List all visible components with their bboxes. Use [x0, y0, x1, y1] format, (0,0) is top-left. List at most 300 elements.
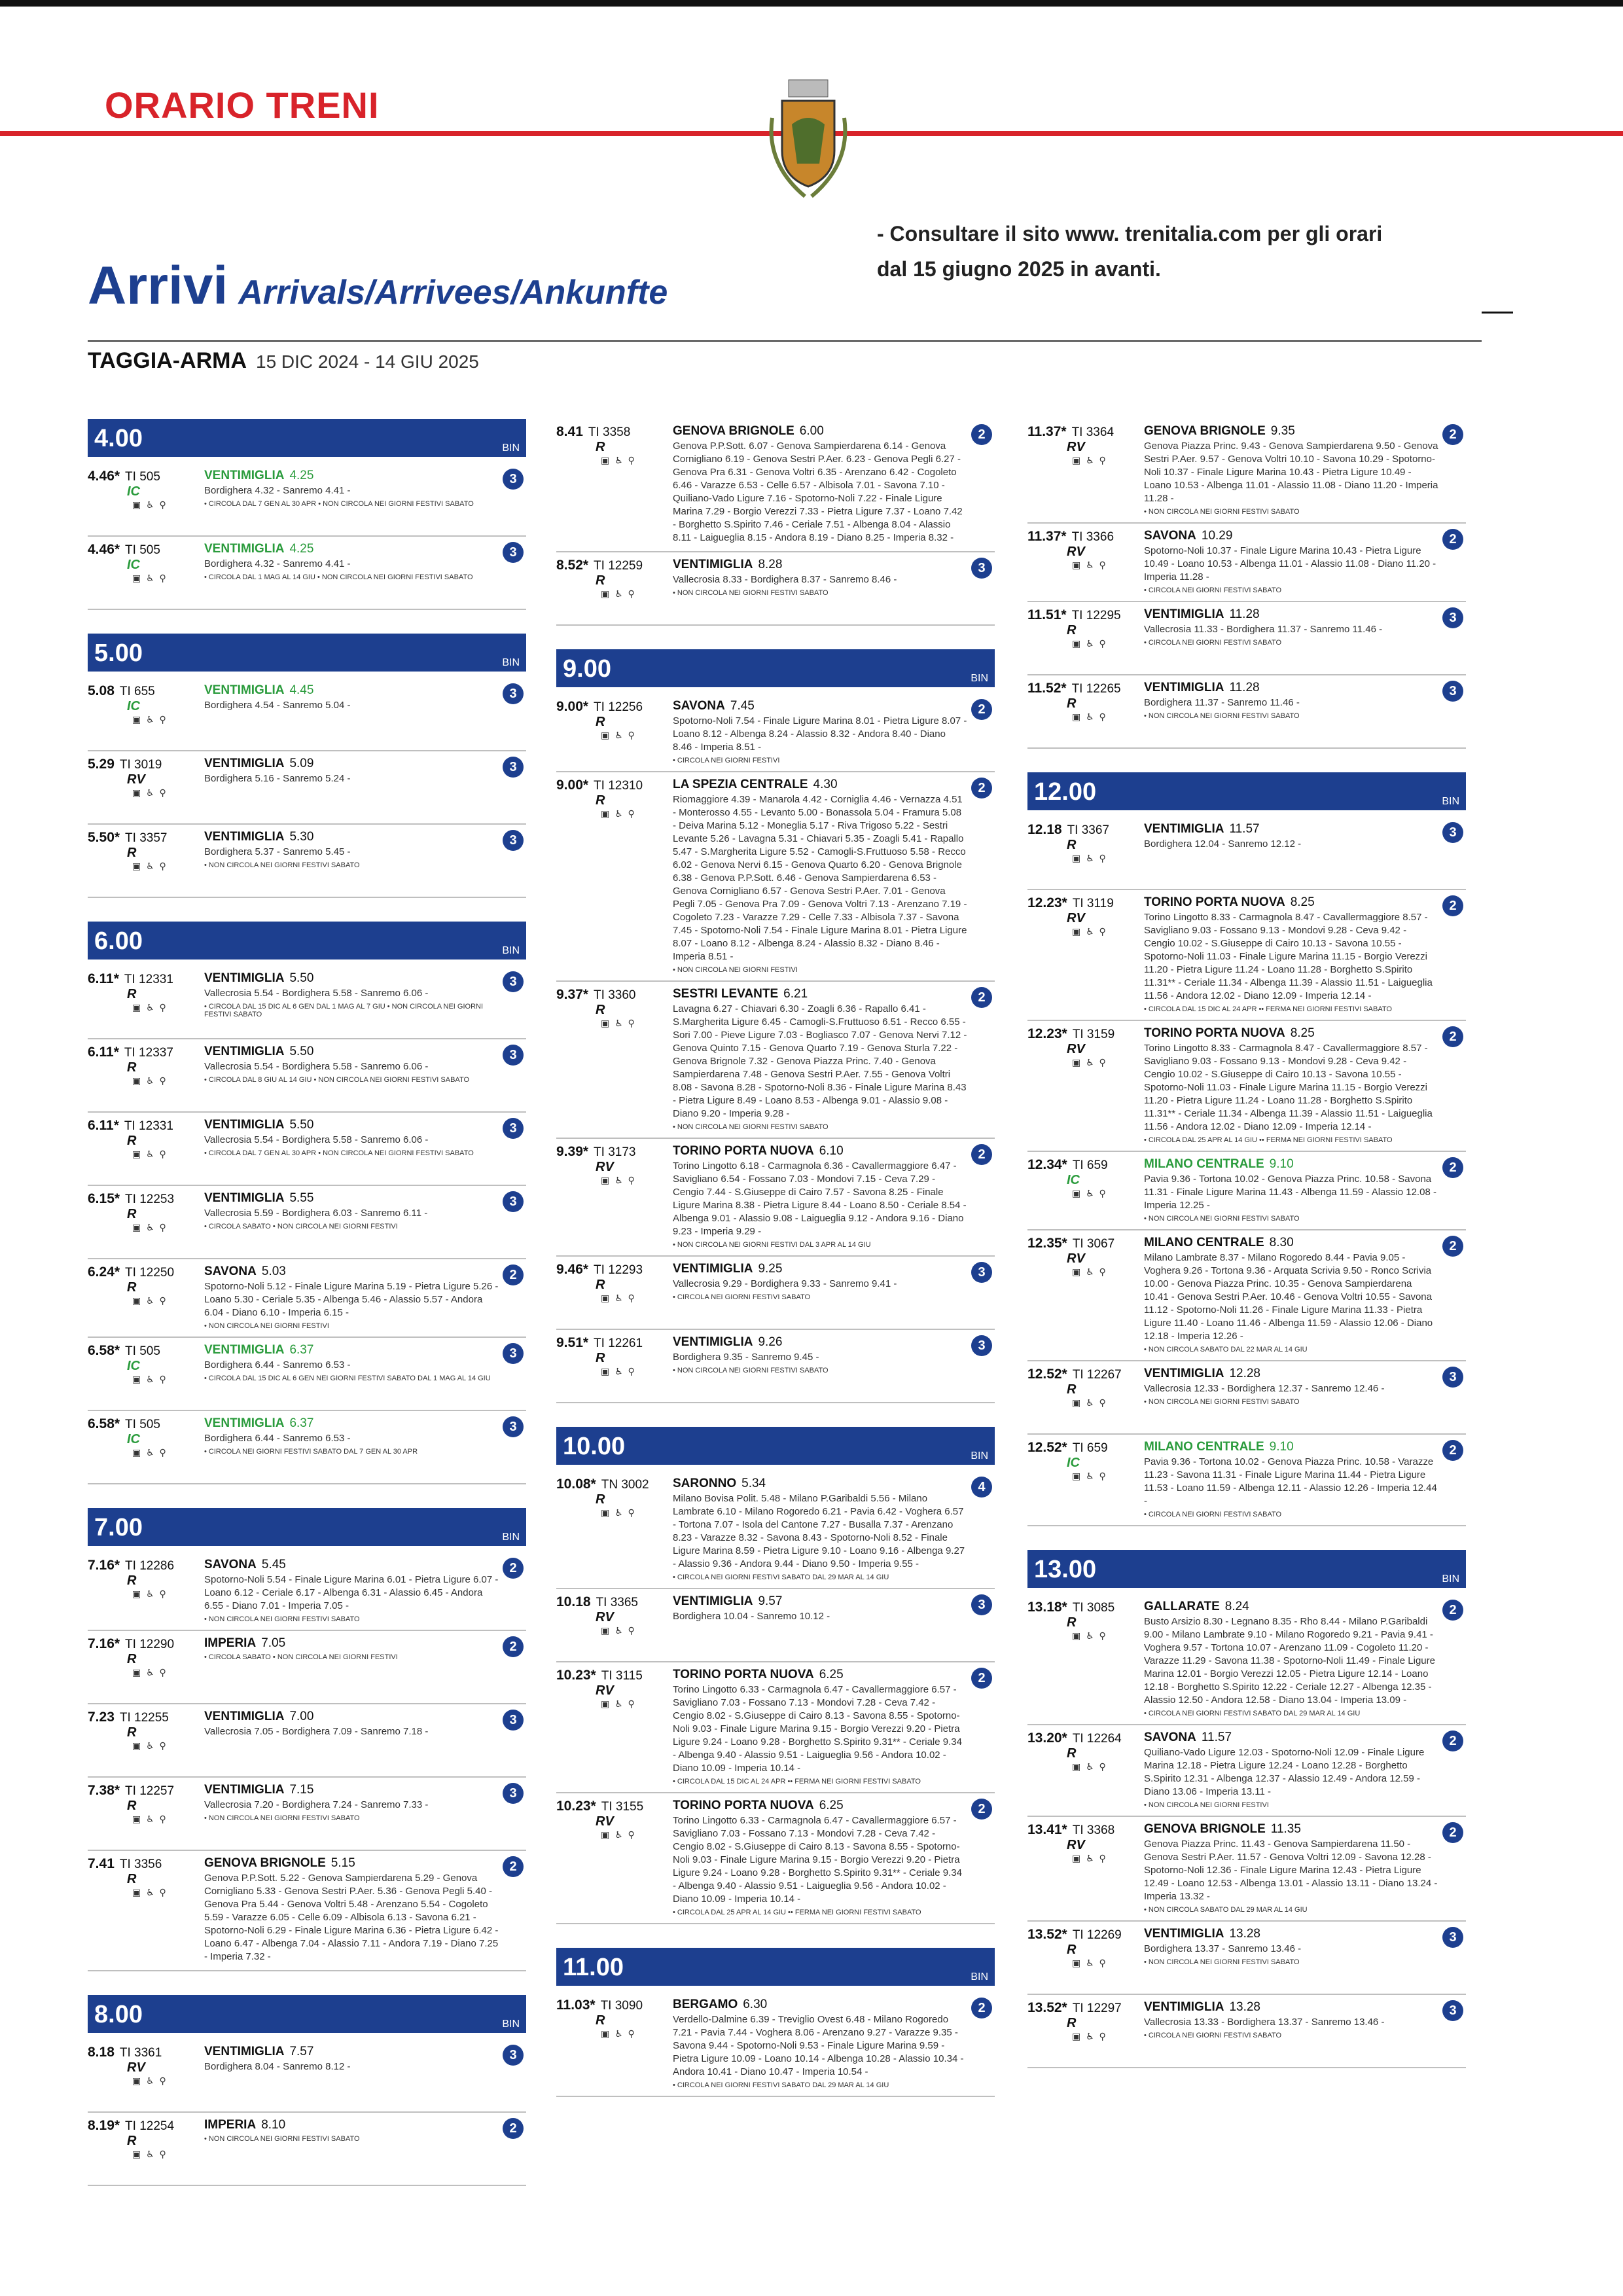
train-row [556, 1257, 995, 1330]
platform-badge: 2 [503, 1856, 524, 1877]
origin-line [1144, 424, 1438, 439]
arrival-time: 9.00* [556, 778, 589, 793]
platform-cell [503, 683, 526, 744]
train-info [673, 558, 971, 618]
train-info [1144, 424, 1442, 516]
train-row [1027, 1922, 1466, 1995]
origin-line [673, 1477, 967, 1491]
origin-time: 9.10 [1269, 1440, 1294, 1454]
intermediate-stops: Bordighera 8.04 - Sanremo 8.12 - [204, 2061, 351, 2072]
service-notes: • CIRCOLA NEI GIORNI FESTIVI SABATO [1144, 1511, 1282, 1518]
train-left [88, 1710, 204, 1770]
train-row [1027, 1817, 1466, 1922]
platform-cell [503, 1783, 526, 1843]
platform-cell [971, 424, 995, 545]
hour-section [88, 922, 526, 1484]
origin-line [673, 699, 967, 713]
service-icons: ▣ ♿ ⚲ [132, 1374, 168, 1384]
origin-station: VENTIMIGLIA [204, 469, 285, 482]
platform-badge: 3 [1442, 1367, 1463, 1388]
platform-badge: 3 [971, 558, 992, 579]
arrival-time: 9.37* [556, 987, 589, 1002]
train-left [556, 1668, 673, 1785]
board-title [88, 255, 668, 317]
train-number: TI 3358 [588, 425, 631, 439]
origin-line [204, 542, 499, 556]
hour-bar [1027, 772, 1466, 810]
arrival-time-line [1027, 822, 1144, 838]
train-left [556, 424, 673, 545]
train-info [1144, 681, 1442, 741]
train-number: TI 3119 [1072, 897, 1114, 910]
train-row [1027, 1725, 1466, 1817]
hour-bar [556, 649, 995, 687]
platform-cell [503, 1558, 526, 1623]
arrival-time-line [88, 469, 204, 484]
train-left [1027, 681, 1144, 741]
train-left [556, 699, 673, 764]
origin-station: SARONNO [673, 1477, 737, 1490]
platform-cell [1442, 681, 1466, 741]
train-row [556, 1589, 995, 1662]
train-info [204, 1710, 503, 1770]
train-info [204, 1343, 503, 1403]
platform-cell [971, 1998, 995, 2089]
train-row [88, 2113, 526, 2186]
train-info [1144, 1440, 1442, 1518]
origin-line [204, 2045, 499, 2059]
arrival-time: 4.46* [88, 542, 120, 557]
arrival-time: 6.15* [88, 1191, 120, 1206]
train-left [1027, 424, 1144, 516]
platform-badge: 3 [503, 1343, 524, 1364]
origin-line [204, 1710, 499, 1724]
train-info [1144, 1822, 1442, 1914]
origin-time: 9.35 [1270, 424, 1295, 438]
arrival-time-line [1027, 1157, 1144, 1173]
platform-cell [971, 1335, 995, 1395]
train-category: IC [127, 699, 140, 713]
train-row [1027, 1995, 1466, 2068]
train-category: IC [127, 1432, 140, 1446]
train-row [556, 694, 995, 772]
platform-cell [503, 2045, 526, 2105]
top-border [0, 0, 1623, 7]
train-info [673, 1477, 971, 1581]
train-row [1027, 1230, 1466, 1361]
platform-badge: 2 [971, 1668, 992, 1689]
origin-time: 11.35 [1270, 1822, 1301, 1836]
service-notes: • CIRCOLA DAL 15 DIC AL 6 GEN DAL 1 MAG AL 7 GIU • NON CIRCOLA NEI GIORNI FESTIVI SABATO [204, 1003, 484, 1018]
origin-line [204, 1191, 499, 1206]
origin-station: MILANO CENTRALE [1144, 1440, 1264, 1454]
train-category: R [1067, 1943, 1077, 1957]
origin-station: VENTIMIGLIA [1144, 681, 1224, 694]
platform-cell [1442, 822, 1466, 882]
intermediate-stops: Milano Bovisa Polit. 5.48 - Milano P.Garibaldi 5.56 - Milano Lambrate 6.10 - Milano Rogoredo 6.21 - Pavia 6.42 - Voghera 6.57 - Tortona 7.07 - Isola del Cantone 7.27 - Busalla 7.37 - Arenzano 8.23 - Varazze 8.32 - Savona 8.43 - Spotorno-Noli 8.52 - Finale Ligure Marina 8.59 - Pietra Ligure 9.10 - Loano 9.16 - Albenga 9.27 - Alassio 9.36 - Andora 9.44 - Diano 9.50 - Imperia 9.55 - [673, 1493, 965, 1570]
arrival-time-line [556, 1594, 673, 1610]
station-name: TAGGIA-ARMA [88, 348, 247, 373]
train-info [204, 2118, 503, 2178]
arrival-time: 9.39* [556, 1144, 589, 1159]
bin-label: BIN [1442, 796, 1459, 807]
hour-label: 13.00 [1034, 1556, 1097, 1583]
train-info [1144, 607, 1442, 668]
train-category: R [127, 1872, 137, 1886]
origin-time: 12.28 [1229, 1367, 1260, 1380]
service-icons: ▣ ♿ ⚲ [132, 787, 168, 798]
service-notes: • NON CIRCOLA NEI GIORNI FESTIVI SABATO [204, 861, 360, 869]
platform-cell [971, 778, 995, 974]
service-icons: ▣ ♿ ⚲ [601, 808, 636, 819]
hour-section [1027, 419, 1466, 749]
origin-line [1144, 1600, 1438, 1614]
origin-time: 7.15 [289, 1783, 314, 1797]
train-left [1027, 822, 1144, 882]
arrival-time-line [88, 2118, 204, 2134]
service-icons: ▣ ♿ ⚲ [1072, 2031, 1107, 2041]
train-row [88, 1039, 526, 1113]
origin-line [673, 1262, 967, 1276]
train-left [1027, 895, 1144, 1013]
service-notes: • CIRCOLA DAL 1 MAG AL 14 GIU • NON CIRCOLA NEI GIORNI FESTIVI SABATO [204, 573, 473, 581]
arrival-time-line [88, 757, 204, 772]
service-icons: ▣ ♿ ⚲ [601, 1507, 636, 1518]
train-info [673, 699, 971, 764]
train-row [88, 1552, 526, 1631]
platform-badge: 2 [503, 1265, 524, 1285]
train-category: R [127, 1573, 137, 1588]
train-left [556, 558, 673, 618]
origin-station: GALLARATE [1144, 1600, 1220, 1613]
train-number: TI 659 [1072, 1158, 1108, 1172]
service-icons: ▣ ♿ ⚲ [132, 1002, 168, 1013]
train-info [1144, 1927, 1442, 1987]
origin-time: 10.29 [1201, 529, 1233, 543]
train-left [556, 1998, 673, 2089]
train-category: R [596, 1492, 605, 1507]
train-row [556, 552, 995, 626]
train-category: R [596, 793, 605, 808]
train-info [204, 1636, 503, 1696]
origin-line [1144, 1026, 1438, 1041]
platform-badge: 3 [503, 830, 524, 851]
origin-time: 7.00 [289, 1710, 314, 1723]
platform-cell [971, 1262, 995, 1322]
bin-label: BIN [502, 442, 520, 454]
origin-station: GENOVA BRIGNOLE [1144, 424, 1266, 438]
intermediate-stops: Bordighera 4.32 - Sanremo 4.41 - [204, 558, 351, 569]
train-category: R [596, 2013, 605, 2028]
arrival-time-line [556, 1668, 673, 1683]
platform-badge: 2 [971, 1799, 992, 1820]
origin-station: VENTIMIGLIA [204, 757, 285, 770]
train-left [88, 1783, 204, 1843]
origin-station: TORINO PORTA NUOVA [1144, 895, 1285, 909]
hour-bar [88, 1508, 526, 1546]
service-icons: ▣ ♿ ⚲ [1072, 1188, 1107, 1198]
train-info [1144, 1026, 1442, 1144]
train-category: RV [1067, 1251, 1085, 1266]
service-notes: • CIRCOLA DAL 15 DIC AL 6 GEN NEI GIORNI FESTIVI SABATO DAL 1 MAG AL 14 GIU [204, 1374, 491, 1382]
arrival-time-line [1027, 1440, 1144, 1456]
train-row [556, 1662, 995, 1793]
train-number: TI 505 [125, 1418, 160, 1431]
service-notes: • CIRCOLA NEI GIORNI FESTIVI [673, 757, 780, 764]
train-category: R [596, 1278, 605, 1292]
arrival-time: 5.29 [88, 757, 115, 772]
train-row [1027, 1021, 1466, 1152]
brand-title: ORARIO TRENI [105, 84, 380, 126]
origin-station: SAVONA [204, 1265, 257, 1278]
train-info [204, 2045, 503, 2105]
train-left [88, 2118, 204, 2178]
train-number: TI 12337 [124, 1046, 173, 1060]
service-icons: ▣ ♿ ⚲ [132, 1222, 168, 1232]
service-notes: • CIRCOLA NEI GIORNI FESTIVI SABATO [1144, 2032, 1282, 2039]
train-info [673, 778, 971, 974]
platform-badge: 2 [503, 1636, 524, 1657]
origin-line [204, 757, 499, 771]
train-left [556, 1477, 673, 1581]
service-notes: • NON CIRCOLA NEI GIORNI FESTIVI SABATO [1144, 1958, 1300, 1966]
train-info [673, 987, 971, 1131]
platform-badge: 2 [1442, 1822, 1463, 1843]
arrival-time: 8.18 [88, 2045, 115, 2060]
arrival-time-line [88, 830, 204, 846]
train-left [88, 1416, 204, 1477]
service-notes: • CIRCOLA NEI GIORNI FESTIVI SABATO DAL 29 MAR AL 14 GIU [673, 1573, 889, 1581]
arrival-time-line [88, 1343, 204, 1359]
service-notes: • CIRCOLA NEI GIORNI FESTIVI SABATO [673, 1293, 811, 1301]
arrival-time: 11.37* [1027, 529, 1067, 544]
platform-badge: 3 [1442, 822, 1463, 843]
train-category: R [1067, 1746, 1077, 1761]
train-row [88, 1631, 526, 1704]
origin-time: 6.25 [819, 1799, 844, 1812]
train-left [556, 1594, 673, 1655]
origin-time: 5.09 [289, 757, 314, 770]
arrival-time-line [1027, 1236, 1144, 1251]
intermediate-stops: Torino Lingotto 6.33 - Carmagnola 6.47 - Cavallermaggiore 6.57 - Savigliano 7.03 - Fossano 7.13 - Mondovi 7.28 - Ceva 7.42 - Cengio 8.02 - S.Giuseppe di Cairo 8.13 - Savona 8.55 - Spotorno-Noli 9.03 - Finale Ligure Marina 9.15 - Borgio Verezzi 9.20 - Pietra Ligure 9.24 - Loano 9.28 - Borghetto S.Spirito 9.31** - Ceriale 9.34 - Albenga 9.40 - Alassio 9.51 - Laigueglia 9.56 - Andora 10.02 - Diano 10.09 - Imperia 10.14 - [673, 1684, 962, 1774]
train-category: R [127, 1799, 137, 1813]
arrival-time-line [88, 1636, 204, 1652]
origin-line [204, 1343, 499, 1357]
platform-badge: 2 [971, 987, 992, 1008]
arrival-time: 13.18* [1027, 1600, 1067, 1615]
origin-station: SAVONA [204, 1558, 257, 1571]
train-category: R [1067, 1382, 1077, 1397]
service-icons: ▣ ♿ ⚲ [132, 1667, 168, 1677]
service-notes: • CIRCOLA NEI GIORNI FESTIVI SABATO DAL 29 MAR AL 14 GIU [673, 2081, 889, 2089]
hour-label: 7.00 [94, 1514, 143, 1541]
hour-section [88, 1508, 526, 1971]
origin-time: 13.28 [1229, 1927, 1260, 1941]
bin-label: BIN [502, 945, 520, 956]
arrival-time: 10.23* [556, 1668, 596, 1683]
service-icons: ▣ ♿ ⚲ [601, 1366, 636, 1376]
platform-cell [1442, 2000, 1466, 2060]
origin-line [673, 778, 967, 792]
origin-time: 5.45 [261, 1558, 286, 1571]
intermediate-stops: Quiliano-Vado Ligure 12.03 - Spotorno-Noli 12.09 - Finale Ligure Marina 12.18 - Pietra Ligure 12.24 - Loano 12.28 - Borghetto S.Spirito 12.31 - Albenga 12.37 - Alassio 12.49 - Andora 12.59 - Diano 13.06 - Imperia 13.11 - [1144, 1747, 1425, 1797]
train-info [204, 1265, 503, 1330]
origin-line [1144, 1367, 1438, 1381]
origin-station: GENOVA BRIGNOLE [673, 424, 794, 438]
train-category: R [596, 1351, 605, 1365]
platform-badge: 3 [503, 1118, 524, 1139]
service-icons: ▣ ♿ ⚲ [1072, 1630, 1107, 1641]
arrival-time-line [1027, 1600, 1144, 1615]
arrival-time: 6.11* [88, 971, 119, 986]
hour-bar [88, 922, 526, 960]
arrival-time-line [1027, 2000, 1144, 2016]
train-category: IC [1067, 1456, 1080, 1470]
origin-line [1144, 1236, 1438, 1250]
platform-cell [503, 1045, 526, 1105]
arrival-time-line [556, 558, 673, 573]
train-left [1027, 1600, 1144, 1717]
train-left [556, 1262, 673, 1322]
origin-time: 5.15 [330, 1856, 355, 1870]
platform-cell [503, 1636, 526, 1696]
arrival-time: 6.58* [88, 1343, 120, 1358]
train-left [88, 1636, 204, 1696]
validity-dates: 15 DIC 2024 - 14 GIU 2025 [256, 351, 479, 372]
origin-time: 9.25 [758, 1262, 783, 1276]
arrival-time-line [556, 778, 673, 793]
service-icons: ▣ ♿ ⚲ [601, 1829, 636, 1840]
hour-section [88, 634, 526, 898]
train-number: TI 12253 [125, 1193, 175, 1206]
origin-time: 13.28 [1229, 2000, 1260, 2014]
service-icons: ▣ ♿ ⚲ [601, 730, 636, 740]
bin-label: BIN [502, 2018, 520, 2030]
service-icons: ▣ ♿ ⚲ [1072, 638, 1107, 649]
origin-time: 5.34 [741, 1477, 766, 1490]
origin-time: 7.05 [261, 1636, 286, 1650]
origin-time: 8.25 [1290, 1026, 1315, 1040]
hour-label: 4.00 [94, 425, 143, 452]
platform-badge: 3 [971, 1262, 992, 1283]
train-category: R [1067, 838, 1077, 852]
bin-label: BIN [1442, 1573, 1459, 1585]
arrival-time: 6.24* [88, 1265, 120, 1280]
train-row [1027, 602, 1466, 675]
arrival-time: 9.46* [556, 1262, 589, 1277]
origin-time: 4.25 [289, 469, 314, 482]
hour-bar [88, 419, 526, 457]
hour-section [1027, 772, 1466, 1526]
arrival-time-line [1027, 1026, 1144, 1042]
origin-time: 6.30 [743, 1998, 768, 2011]
arrival-time-line [88, 1856, 204, 1872]
origin-station: VENTIMIGLIA [673, 558, 753, 571]
platform-cell [971, 1594, 995, 1655]
train-info [204, 542, 503, 602]
arrival-time: 10.23* [556, 1799, 596, 1814]
intermediate-stops: Spotorno-Noli 10.37 - Finale Ligure Marina 10.43 - Pietra Ligure 10.49 - Loano 10.53 - Albenga 11.01 - Alassio 11.08 - Diano 11.20 - Imperia 11.28 - [1144, 545, 1436, 583]
arrival-time: 12.52* [1027, 1367, 1067, 1382]
train-left [1027, 1026, 1144, 1144]
platform-badge: 3 [503, 2045, 524, 2066]
hour-label: 8.00 [94, 2001, 143, 2028]
platform-cell [503, 971, 526, 1031]
service-notes: • NON CIRCOLA NEI GIORNI FESTIVI SABATO [204, 1615, 360, 1623]
intermediate-stops: Riomaggiore 4.39 - Manarola 4.42 - Corniglia 4.46 - Vernazza 4.51 - Monterosso 4.55 - Levanto 5.00 - Bonassola 5.04 - Framura 5.08 - Deiva Marina 5.12 - Moneglia 5.17 - Riva Trigoso 5.22 - Sestri Levante 5.26 - Lavagna 5.31 - Chiavari 5.35 - Zoagli 5.41 - Rapallo 5.47 - S.Margherita Ligure 5.52 - Camogli-S.Fruttuoso 5.58 - Recco 6.02 - Genova Nervi 6.15 - Genova Quarto 6.20 - Genova Brignole 6.38 - Genova P.P.Sott. 6.46 - Genova Sampierdarena 6.53 - Genova Cornigliano 6.57 - Genova Sestri P.Aer. 7.01 - Genova Pegli 7.05 - Genova Pra 7.09 - Genova Voltri 7.13 - Arenzano 7.19 - Cogoleto 7.23 - Varazze 7.29 - Celle 7.33 - Albisola 7.37 - Savona 7.45 - Spotorno-Noli 7.54 - Finale Ligure Marina 8.01 - Pietra Ligure 8.07 - Loano 8.12 - Albenga 8.24 - Alassio 8.32 - Diano 8.46 - Imperia 8.51 - [673, 794, 967, 962]
train-row [88, 1851, 526, 1971]
train-number: TI 12269 [1072, 1928, 1122, 1942]
train-info [1144, 1236, 1442, 1354]
platform-badge: 3 [503, 971, 524, 992]
hour-label: 11.00 [563, 1954, 624, 1981]
origin-station: GENOVA BRIGNOLE [1144, 1822, 1266, 1836]
arrival-time-line [556, 987, 673, 1003]
service-icons: ▣ ♿ ⚲ [132, 1740, 168, 1751]
platform-badge: 3 [503, 542, 524, 563]
column-2 [556, 419, 995, 2121]
arrival-time: 6.58* [88, 1416, 120, 1431]
origin-line [204, 1118, 499, 1132]
arrival-time: 11.03* [556, 1998, 596, 2013]
origin-time: 9.10 [1269, 1157, 1294, 1171]
train-number: TI 12295 [1071, 609, 1121, 622]
platform-badge: 2 [1442, 895, 1463, 916]
arrival-time: 13.41* [1027, 1822, 1067, 1837]
intermediate-stops: Pavia 9.36 - Tortona 10.02 - Genova Piazza Princ. 10.58 - Savona 11.31 - Finale Ligure Marina 11.43 - Albenga 11.59 - Alassio 12.08 - Imperia 12.25 - [1144, 1174, 1436, 1211]
origin-station: VENTIMIGLIA [204, 542, 285, 556]
origin-station: VENTIMIGLIA [204, 1343, 285, 1357]
service-icons: ▣ ♿ ⚲ [601, 1625, 636, 1636]
intermediate-stops: Verdello-Dalmine 6.39 - Treviglio Ovest 6.48 - Milano Rogoredo 7.21 - Pavia 7.44 - Voghera 8.06 - Arenzano 9.27 - Varazze 9.35 - Savona 9.44 - Spotorno-Noli 9.53 - Finale Ligure Marina 9.59 - Pietra Ligure 10.09 - Loano 10.14 - Albenga 10.28 - Alassio 10.34 - Andora 10.41 - Diano 10.47 - Imperia 10.54 - [673, 2014, 964, 2077]
train-info [204, 1416, 503, 1477]
platform-cell [503, 2118, 526, 2178]
origin-station: VENTIMIGLIA [204, 683, 285, 697]
origin-station: VENTIMIGLIA [204, 1191, 285, 1205]
train-row [1027, 1594, 1466, 1725]
origin-station: IMPERIA [204, 2118, 257, 2132]
origin-station: VENTIMIGLIA [1144, 607, 1224, 621]
arrival-time-line [88, 2045, 204, 2060]
arrival-time-line [1027, 1927, 1144, 1943]
service-icons: ▣ ♿ ⚲ [1072, 1761, 1107, 1772]
service-notes: • CIRCOLA DAL 8 GIU AL 14 GIU • NON CIRCOLA NEI GIORNI FESTIVI SABATO [204, 1076, 470, 1084]
origin-station: VENTIMIGLIA [204, 2045, 285, 2058]
train-number: TI 12250 [125, 1266, 175, 1280]
platform-badge: 3 [503, 1045, 524, 1066]
intermediate-stops: Bordighera 10.04 - Sanremo 10.12 - [673, 1611, 830, 1622]
train-info [204, 683, 503, 744]
origin-time: 5.30 [289, 830, 314, 844]
train-left [556, 1144, 673, 1249]
service-notes: • NON CIRCOLA NEI GIORNI FESTIVI SABATO [673, 1123, 829, 1131]
arrival-time: 9.00* [556, 699, 589, 714]
train-left [88, 1265, 204, 1330]
train-row [556, 419, 995, 552]
hour-label: 9.00 [563, 655, 611, 683]
train-number: TI 12256 [594, 700, 643, 714]
train-category: IC [127, 1359, 140, 1373]
train-category: RV [127, 772, 145, 787]
train-left [88, 2045, 204, 2105]
train-info [204, 469, 503, 529]
intermediate-stops: Vallecrosia 12.33 - Bordighera 12.37 - Sanremo 12.46 - [1144, 1383, 1385, 1394]
origin-line [204, 971, 499, 986]
train-number: TI 12331 [124, 1119, 173, 1133]
train-info [673, 1668, 971, 1785]
train-category: R [596, 440, 605, 454]
platform-cell [503, 1710, 526, 1770]
